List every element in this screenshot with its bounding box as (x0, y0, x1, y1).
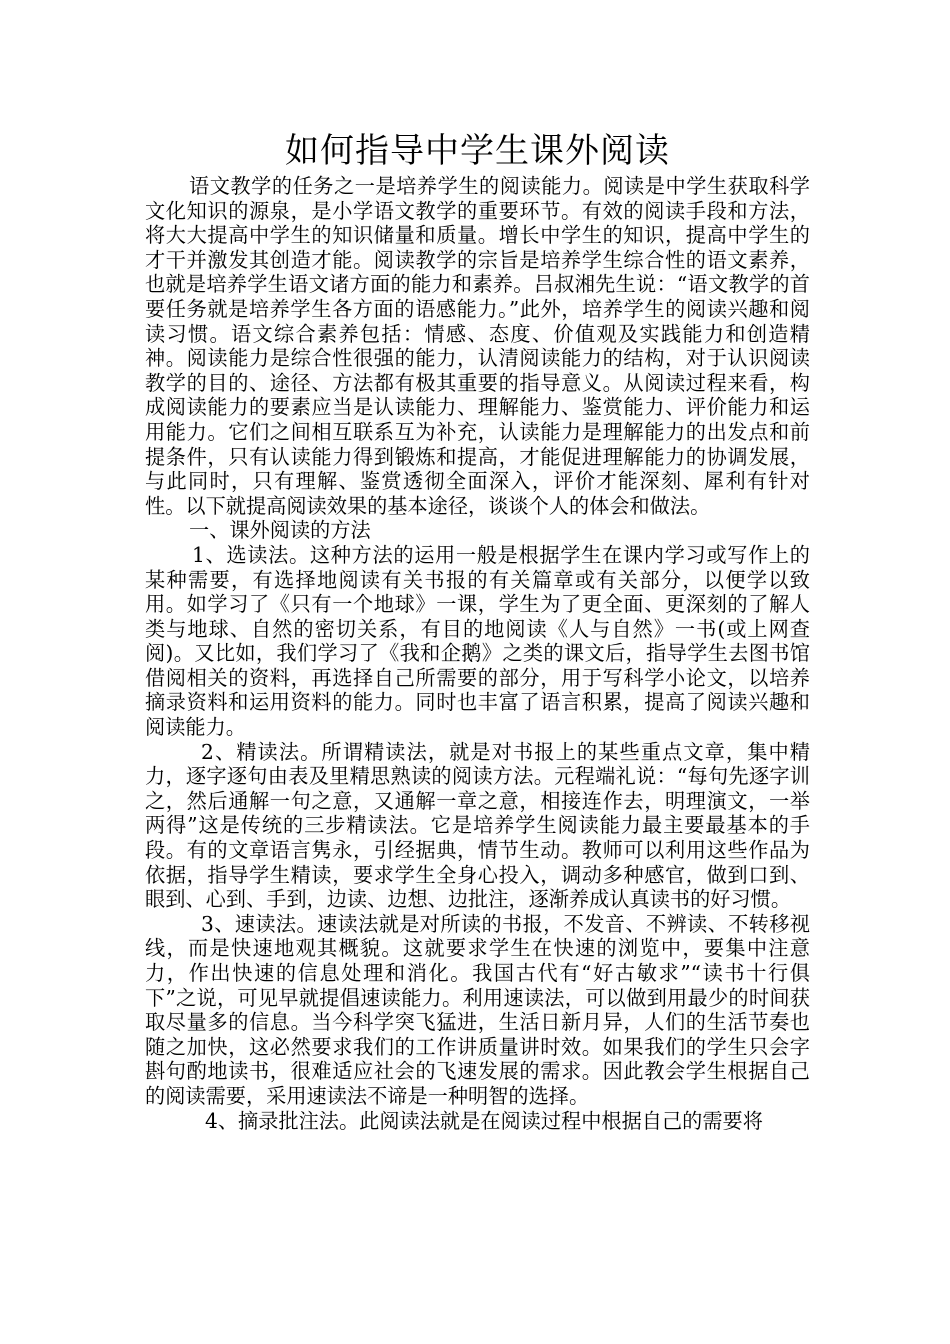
method-paragraph-excerpt-annotation: 4、摘录批注法。此阅读法就是在阅读过程中根据自己的需要将 (205, 1108, 763, 1133)
document-body (145, 128, 810, 1133)
method-paragraph-selective-reading: 1、选读法。这种方法的运用一般是根据学生在课内学习或写作上的某种需要，有选择地阅读有关书报的有关篇章或有关部分，以便学以致用。如学习了《只有一个地球》一课，学生为了更全面、更深刻的了解人类与地球、自然的密切关系，有目的地阅读《人与自然》一书(或上网查阅)。又比如，我们学习了《我和企鹅》之类的课文后，指导学生去图书馆借阅相关的资料，再选择自己所需要的部分，用于写科学小论文，以培养摘录资料和运用资料的能力。同时也丰富了语言积累，提高了阅读兴趣和阅读能力。 (145, 542, 810, 740)
method-paragraph-intensive-reading: 2、精读法。所谓精读法，就是对书报上的某些重点文章，集中精力，逐字逐句由表及里精思熟读的阅读方法。元程端礼说：“每句先逐字训之，然后通解一句之意，又通解一章之意，相接连作去，明理演文，一举两得”这是传统的三步精读法。它是培养学生阅读能力最主要最基本的手段。有的文章语言隽永，引经据典，情节生动。教师可以利用这些作品为依据，指导学生精读，要求学生全身心投入，调动多种感官，做到口到、眼到、心到、手到，边读、边想、边批注，逐渐养成认真读书的好习惯。 (145, 739, 810, 912)
intro-paragraph: 语文教学的任务之一是培养学生的阅读能力。阅读是中学生获取科学文化知识的源泉，是小学语文教学的重要环节。有效的阅读手段和方法，将大大提高中学生的知识储量和质量。增长中学生的知识，提高中学生的才干并激发其创造才能。阅读教学的宗旨是培养学生综合性的语文素养，也就是培养学生语文诸方面的能力和素养。吕叔湘先生说：“语文教学的首要任务就是培养学生各方面的语感能力。”此外，培养学生的阅读兴趣和阅读习惯。语文综合素养包括：情感、态度、价值观及实践能力和创造精神。阅读能力是综合性很强的能力，认清阅读能力的结构，对于认识阅读教学的目的、途径、方法都有极其重要的指导意义。从阅读过程来看，构成阅读能力的要素应当是认读能力、理解能力、鉴赏能力、评价能力和运用能力。它们之间相互联系互为补充，认读能力是理解能力的出发点和前提条件，只有认读能力得到锻炼和提高，才能促进理解能力的协调发展，与此同时，只有理解、鉴赏透彻全面深入，评价才能深刻、犀利有针对性。以下就提高阅读效果的基本途径，谈谈个人的体会和做法。 (145, 174, 810, 518)
section-heading-methods: 一、课外阅读的方法 (189, 518, 371, 543)
document-title: 如何指导中学生课外阅读 (285, 131, 670, 171)
method-paragraph-speed-reading: 3、速读法。速读法就是对所读的书报，不发音、不辨读、不转移视线，而是快速地观其概貌。这就要求学生在快速的浏览中，要集中注意力，作出快速的信息处理和消化。我国古代有“好古敏求”“读书十行俱下”之说，可见早就提倡速读能力。利用速读法，可以做到用最少的时间获取尽量多的信息。当今科学突飞猛进，生活日新月异，人们的生活节奏也随之加快，这必然要求我们的工作讲质量讲时效。如果我们的学生只会字斟句酌地读书，很难适应社会的飞速发展的需求。因此教会学生根据自己的阅读需要，采用速读法不谛是一种明智的选择。 (145, 911, 810, 1108)
